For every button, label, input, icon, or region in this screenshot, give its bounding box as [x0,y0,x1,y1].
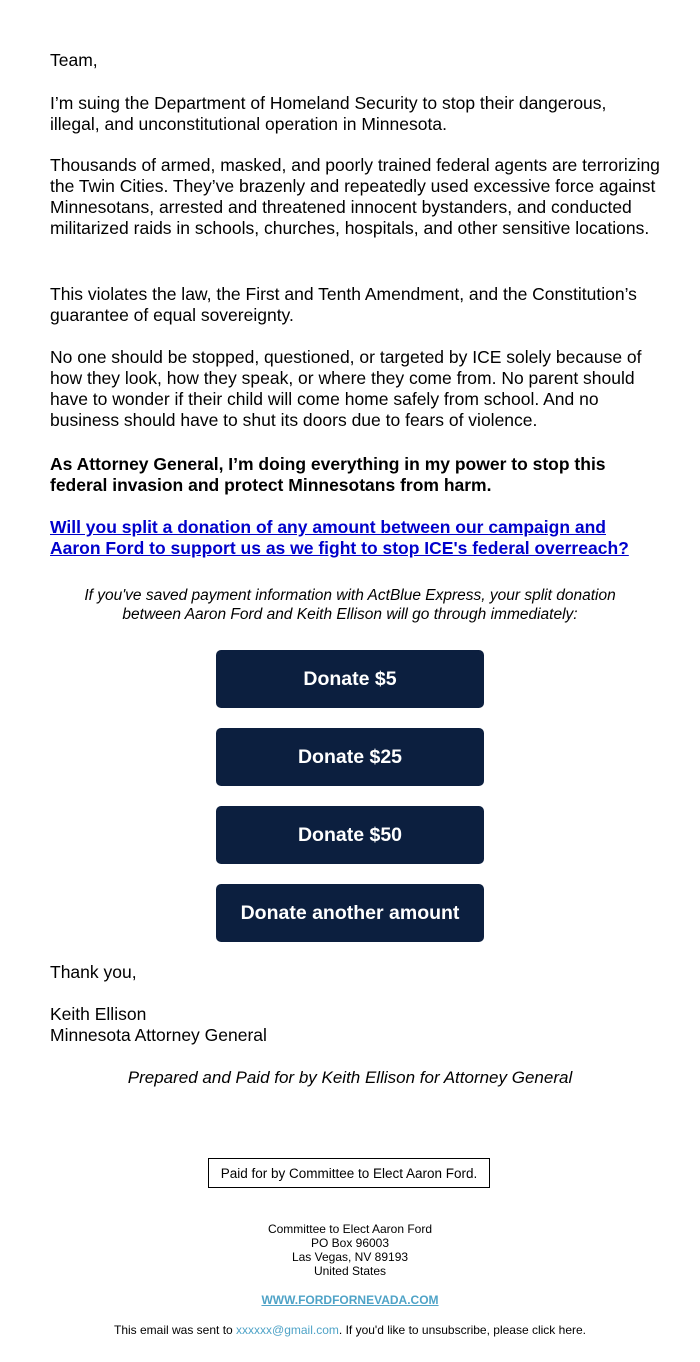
recipient-email-link[interactable]: xxxxxx@gmail.com [236,1323,339,1337]
actblue-express-note: If you've saved payment information with ActBlue Express, your split donation between Aaron Ford and Keith Ellison will go through immediately: [84,587,616,623]
split-donation-link[interactable]: Will you split a donation of any amount between our campaign and Aaron Ford to support us as we fight to stop ICE's federal overreach? [50,517,629,558]
unsubscribe-footer [0,1323,700,1337]
address-line: Las Vegas, NV 89193 [291,1250,409,1264]
signature-title: Minnesota Attorney General [50,1025,267,1045]
sent-to-prefix: This email was sent to [113,1323,237,1337]
greeting: Team, [50,50,98,70]
paragraph-agents: Thousands of armed, masked, and poorly trained federal agents are terrorizing the Twin Cities. They’ve brazenly and repeatedly used excessive force against Minnesotans, arrested and threatened innocent bystanders, and conducted militarized raids in schools, churches, hospitals, and other sensitive locations. [50,155,660,238]
signature-name: Keith Ellison [50,1004,147,1024]
paragraph-lawsuit: I’m suing the Department of Homeland Security to stop their dangerous, illegal, and unconstitutional operation in Minnesota. [50,93,607,134]
thanks: Thank you, [50,962,137,982]
paragraph-no-one: No one should be stopped, questioned, or targeted by ICE solely because of how they look, how they speak, or where they come from. No parent should have to wonder if their child will come home safely from school. And no business should have to shut its doors due to fears of violence. [50,347,642,430]
address-line: Committee to Elect Aaron Ford [267,1222,433,1236]
website-link[interactable]: WWW.FORDFORNEVADA.COM [261,1293,439,1307]
mailing-address [0,1222,700,1278]
donate-25-button[interactable]: Donate $25 [216,728,484,786]
website-row [0,1293,700,1307]
address-line: PO Box 96003 [310,1236,390,1250]
paragraph-violation: This violates the law, the First and Tenth Amendment, and the Constitution’s guarantee of equal sovereignty. [50,284,637,325]
address-line: United States [313,1264,387,1278]
paid-for-disclaimer: Paid for by Committee to Elect Aaron Ford. [208,1158,490,1188]
donate-5-button[interactable]: Donate $5 [216,650,484,708]
donate-other-amount-button[interactable]: Donate another amount [216,884,484,942]
unsubscribe-link[interactable]: . If you'd like to unsubscribe, please click here. [338,1323,586,1337]
paragraph-attorney-general: As Attorney General, I’m doing everything in my power to stop this federal invasion and protect Minnesotans from harm. [50,454,606,495]
prepared-by: Prepared and Paid for by Keith Ellison for Attorney General [127,1068,573,1087]
cta-paragraph [50,517,660,559]
donate-50-button[interactable]: Donate $50 [216,806,484,864]
